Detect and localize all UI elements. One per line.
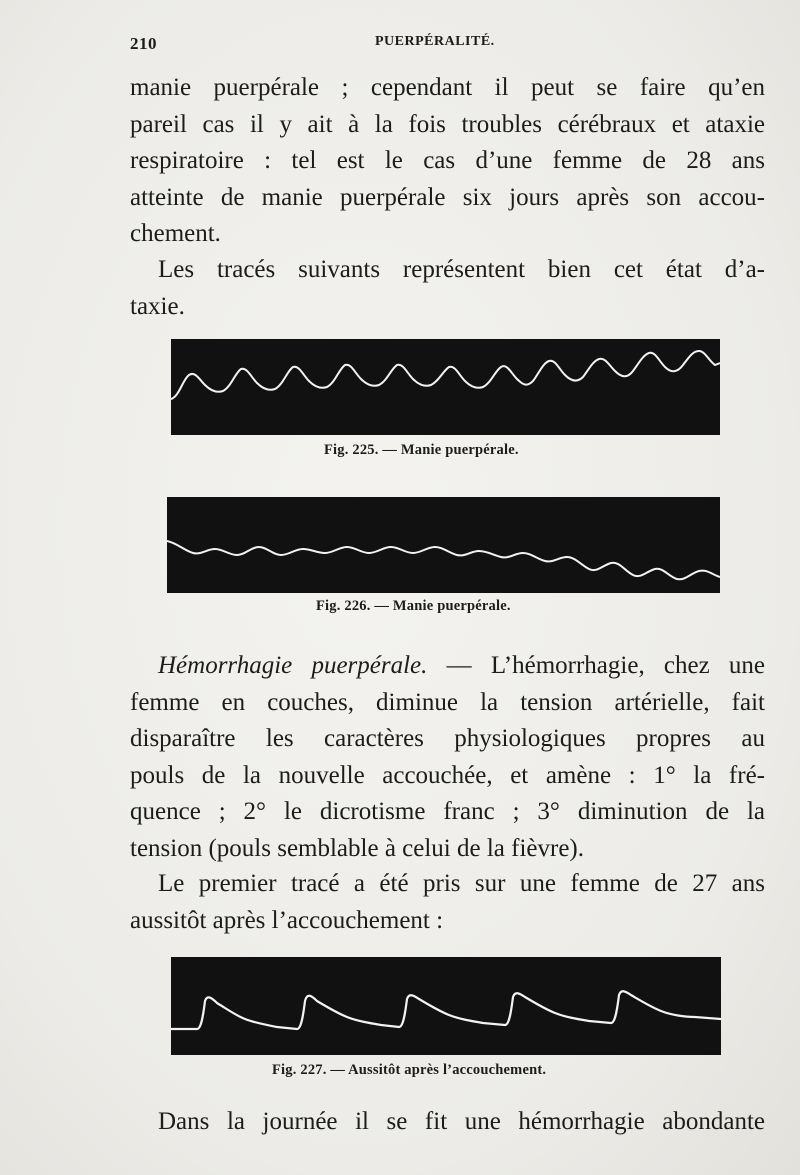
page-header <box>130 34 770 58</box>
text-line <box>130 648 765 685</box>
final-paragraph <box>130 1104 765 1141</box>
text-line: disparaître les caractères physiologiques propres au <box>130 725 765 752</box>
text-fragment: — L’hémorrhagie, chez une <box>427 652 765 679</box>
running-head: PUERPÉRALITÉ. <box>375 34 495 49</box>
text-line: aussitôt après l’accouchement : <box>130 906 444 934</box>
pulse-trace-226 <box>167 497 720 593</box>
text-line: Les tracés suivants représentent bien cet état d’a- <box>158 256 765 283</box>
figure-225-caption: Fig. 225. — Manie puerpérale. <box>324 442 519 458</box>
pulse-trace-227 <box>171 957 721 1055</box>
text-line: atteinte de manie puerpérale six jours après son accou- <box>130 183 765 211</box>
text-line: pouls de la nouvelle accouchée, et amène : 1° la fré- <box>130 761 765 789</box>
figure-225-trace <box>171 339 720 435</box>
figure-227-caption: Fig. 227. — Aussitôt après l’accouchement. <box>272 1062 547 1078</box>
text-line: manie puerpérale ; cependant il peut se faire qu’en <box>130 74 765 101</box>
section-lead: Hémorrhagie puerpérale. <box>158 652 428 679</box>
page-number: 210 <box>130 34 157 53</box>
text-line: tension (pouls semblable à celui de la fièvre). <box>130 834 585 862</box>
text-line: respiratoire : tel est le cas d’une femme de 28 ans <box>130 147 765 174</box>
text-line: chement. <box>130 220 221 247</box>
text-line: Le premier tracé a été pris sur une femme de 27 ans <box>158 870 765 897</box>
text-line: quence ; 2° le dicrotisme franc ; 3° diminution de la <box>130 798 765 825</box>
text-line: Dans la journée il se fit une hémorrhagie abondante <box>158 1108 765 1135</box>
intro-paragraph <box>130 70 765 253</box>
text-line: taxie. <box>130 292 185 320</box>
text-line: pareil cas il y ait à la fois troubles cérébraux et ataxie <box>130 110 765 138</box>
traces-paragraph <box>130 252 765 325</box>
text-line: femme en couches, diminue la tension artérielle, fait <box>130 688 765 716</box>
figure-226-caption: Fig. 226. — Manie puerpérale. <box>316 598 511 614</box>
figure-227-trace <box>171 957 721 1055</box>
hemorrhage-paragraph <box>130 648 765 867</box>
pulse-trace-225 <box>171 339 720 435</box>
figure-226-trace <box>167 497 720 593</box>
first-trace-paragraph <box>130 866 765 939</box>
